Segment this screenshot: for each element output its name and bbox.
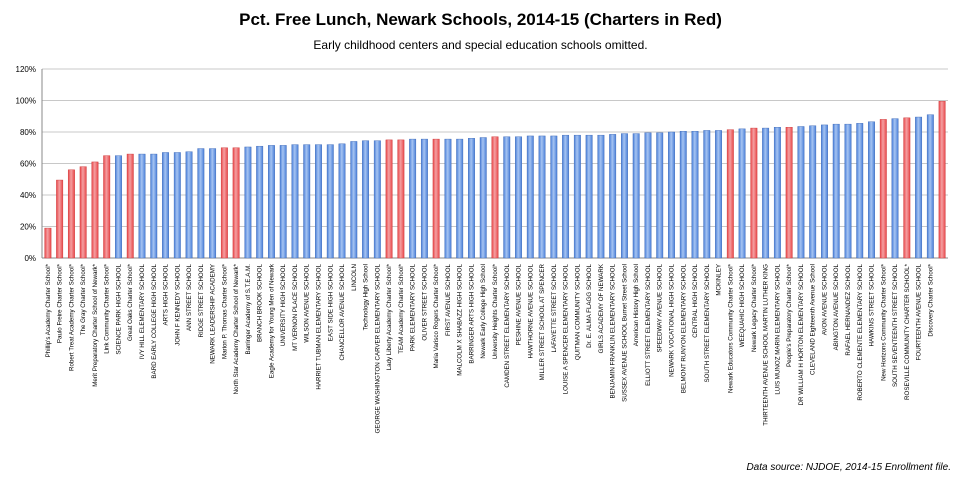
x-tick-label: NEWARK VOCATIONAL HIGH SCHOOL [668, 264, 676, 377]
bar-district [256, 146, 262, 258]
bar-charter [939, 101, 945, 258]
bar-district [504, 137, 510, 258]
bar-charter [103, 156, 109, 258]
bar-district [715, 130, 721, 258]
x-tick-label: JOHN F KENNEDY SCHOOL [174, 264, 182, 346]
x-tick-label: BELMONT RUNYON ELEMENTARY SCHOOL [680, 264, 688, 394]
bar-charter [92, 162, 98, 258]
chart-title: Pct. Free Lunch, Newark Schools, 2014-15 (Charters in Red) [239, 10, 722, 29]
x-tick-label: Phillip's Academy Charter School* [44, 264, 52, 358]
x-tick-label: WEEQUAHIC HIGH SCHOOL [739, 264, 747, 348]
x-tick-label: SOUTH SEVENTEENTH STREET SCHOOL [892, 264, 900, 387]
x-tick-label: HARRIET TUBMAN ELEMENTARY SCHOOL [315, 264, 323, 390]
x-tick-label: ROSEVILLE COMMUNITY CHARTER SCHOOL* [903, 263, 911, 400]
x-tick-label: SUSSEX AVENUE SCHOOL Burnet Street School [621, 264, 629, 402]
x-tick-label: PESHINE AVENUE SCHOOL [515, 264, 523, 346]
x-tick-label: Discovery Charter School* [927, 264, 935, 337]
x-tick-label: MCKINLEY [715, 264, 723, 296]
bar-district [539, 136, 545, 258]
bar-charter [492, 137, 498, 258]
x-tick-label: Barringer Academy of S.T.E.A.M. [244, 264, 252, 355]
x-tick-label: MILLER STREET SCHOOL AT SPENCER [539, 264, 547, 381]
x-tick-label: CENTRAL HIGH SCHOOL [692, 264, 700, 338]
bar-district [351, 141, 357, 258]
bar-district [704, 130, 710, 258]
bar-charter [880, 119, 886, 258]
x-tick-label: LAFAYETTE STREET SCHOOL [550, 264, 558, 353]
bar-district [515, 137, 521, 258]
x-tick-label: BRANCH BROOK SCHOOL [256, 264, 264, 343]
x-tick-label: HAWTHORNE AVENUE SCHOOL [527, 264, 535, 359]
bar-district [162, 152, 168, 258]
y-tick-label: 20% [19, 222, 36, 232]
bar-district [809, 126, 815, 258]
x-tick-label: HAWKINS STREET SCHOOL [868, 264, 876, 347]
bar-district [562, 135, 568, 258]
bar-charter [751, 128, 757, 258]
x-tick-label: LOUISE A SPENCER ELEMENTARY SCHOOL [562, 264, 570, 395]
x-tick-label: LUIS MUNOZ MARIN ELEMENTARY SCHOOL [774, 264, 782, 395]
bar-district [151, 154, 157, 258]
x-tick-label: BARD EARLY COLLEGE HIGH SCHOOL [150, 264, 158, 379]
bar-district [798, 126, 804, 258]
x-tick-label: SOUTH STREET ELEMENTARY SCHOOL [703, 264, 711, 383]
bar-charter [221, 148, 227, 258]
bar-district [115, 156, 121, 258]
x-tick-label: CLEVELAND Eighteenth Avenue School [809, 264, 817, 375]
x-tick-label: SCIENCE PARK HIGH SCHOOL [115, 264, 123, 355]
x-tick-label: LINCOLN [350, 264, 358, 291]
bar-district [186, 152, 192, 258]
y-tick-label: 60% [19, 159, 36, 169]
bar-charter [127, 154, 133, 258]
bar-district [374, 141, 380, 258]
x-tick-label: People's Preparatory Charter School* [786, 264, 794, 367]
x-tick-label: New Horizons Community Charter School* [880, 264, 888, 381]
bar-district [633, 134, 639, 258]
x-tick-label: Technology High School [362, 264, 370, 331]
x-tick-label: MT VERNON PLACE SCHOOL [291, 264, 299, 351]
x-tick-label: MALCOLM X SHABAZZ HIGH SCHOOL [456, 264, 464, 376]
bar-charter [233, 148, 239, 258]
x-tick-label: CAMDEN STREET ELEMENTARY SCHOOL [503, 264, 511, 388]
bar-charter [80, 167, 86, 258]
x-tick-label: The Gray Charter School* [80, 264, 88, 336]
bar-district [421, 139, 427, 258]
x-tick-label: Newark Educators Community Charter School* [727, 264, 735, 393]
bar-district [845, 124, 851, 258]
bar-district [668, 132, 674, 258]
bar-district [857, 123, 863, 258]
bar-district [198, 149, 204, 258]
y-tick-label: 40% [19, 191, 36, 200]
bar-charter [727, 130, 733, 258]
x-tick-label: University Heights Charter School* [492, 264, 499, 360]
x-tick-label: EAST SIDE HIGH SCHOOL [327, 264, 335, 342]
bar-charter [786, 127, 792, 258]
bar-district [739, 129, 745, 258]
y-tick-label: 100% [15, 96, 36, 106]
bar-district [609, 134, 615, 258]
bar-district [304, 145, 310, 258]
bar-district [774, 127, 780, 258]
x-tick-label: Marion P. Thomas Charter School* [221, 264, 229, 360]
bar-district [268, 145, 274, 258]
x-tick-label: Merit Preparatory Charter School of Newark* [91, 264, 99, 387]
bar-district [245, 147, 251, 258]
x-tick-label: BENJAMIN FRANKLIN ELEMENTARY SCHOOL [609, 264, 617, 399]
x-tick-label: American History High School [633, 264, 641, 347]
x-tick-label: THIRTEENTH AVENUE SCHOOL MARTIN LUTHER KING [762, 264, 770, 426]
bar-district [680, 131, 686, 258]
bar-district [833, 124, 839, 258]
bar-district [892, 119, 898, 258]
bar-district [315, 145, 321, 258]
x-tick-label: North Star Academy Charter School of Newark* [233, 264, 241, 395]
y-tick-label: 0% [24, 254, 36, 263]
x-tick-label: WILSON AVENUE SCHOOL [303, 264, 311, 343]
chart-subtitle: Early childhood centers and special education schools omitted. [313, 38, 648, 52]
bar-charter [68, 170, 74, 258]
bar-district [927, 115, 933, 258]
bar-district [292, 145, 298, 258]
bar-district [527, 136, 533, 258]
bar-district [762, 128, 768, 258]
x-tick-label: GIRLS ACADEMY OF NEWARK [597, 264, 605, 354]
data-source-note: Data source: NJDOE, 2014-15 Enrollment file. [746, 462, 951, 473]
x-tick-label: FIRST AVENUE SCHOOL [444, 264, 452, 336]
x-tick-label: TEAM Academy Charter School* [397, 264, 405, 354]
x-tick-label: Link Community Charter School* [103, 264, 111, 354]
bar-charter [904, 118, 910, 258]
x-tick-label: GEORGE WASHINGTON CARVER ELEMENTARY SCHOOL [374, 263, 382, 434]
bar-district [445, 139, 451, 258]
bar-charter [56, 180, 62, 258]
x-tick-label: IVY HILL ELEMENTARY SCHOOL [139, 264, 147, 360]
x-tick-label: PARK ELEMENTARY SCHOOL [409, 264, 417, 352]
x-tick-label: Newark Early College High School [480, 264, 488, 359]
x-tick-label: Paulo Freire Charter School* [56, 264, 64, 344]
bar-district [551, 136, 557, 258]
x-tick-label: ABINGTON AVENUE SCHOOL [833, 264, 841, 351]
bar-district [409, 139, 415, 258]
bar-district [327, 145, 333, 258]
bar-district [915, 117, 921, 258]
x-tick-label: FOURTEENTH AVENUE SCHOOL [915, 264, 923, 361]
bar-district [656, 133, 662, 258]
bar-charter [433, 139, 439, 258]
bar-district [468, 138, 474, 258]
bar-district [821, 125, 827, 258]
bar-charter [386, 140, 392, 258]
x-tick-label: ANN STREET SCHOOL [186, 264, 194, 331]
x-tick-label: RIDGE STREET SCHOOL [197, 264, 205, 338]
x-tick-label: RAFAEL HERNANDEZ SCHOOL [844, 264, 852, 356]
bar-district [339, 144, 345, 258]
x-tick-label: QUITMAN COMMUNITY SCHOOL [574, 264, 582, 361]
x-tick-label: OLIVER STREET SCHOOL [421, 264, 429, 341]
bar-charter [398, 140, 404, 258]
bar-district [209, 149, 215, 258]
x-tick-label: NEWARK LEADERSHIP ACADEMY [209, 264, 217, 364]
x-tick-label: ARTS HIGH SCHOOL [162, 264, 170, 326]
bar-district [574, 135, 580, 258]
x-tick-label: Dr. E. ALMA FLAGG SCHOOL [586, 264, 594, 348]
bar-district [456, 139, 462, 258]
x-tick-label: SPEEDWAY AVENUE SCHOOL [656, 264, 664, 353]
bar-district [480, 138, 486, 258]
x-tick-label: AVON AVENUE SCHOOL [821, 264, 829, 336]
bar-charter [45, 228, 51, 258]
bar-district [139, 154, 145, 258]
bar-district [586, 135, 592, 258]
x-tick-label: ELLIOTT STREET ELEMENTARY SCHOOL [644, 264, 652, 386]
x-tick-label: BARRINGER ARTS HIGH SCHOOL [468, 264, 476, 364]
bar-district [280, 145, 286, 258]
x-tick-label: Newark Legacy Charter School* [750, 264, 758, 353]
x-tick-label: Eagle Academy for Young Men of Newark [268, 264, 276, 379]
x-tick-label: CHANCELLOR AVENUE SCHOOL [339, 264, 347, 361]
x-tick-label: Great Oaks Charter School* [127, 264, 135, 342]
x-tick-label: ROBERTO CLEMENTE ELEMENTARY SCHOOL [856, 264, 864, 401]
bar-district [174, 152, 180, 258]
bar-district [692, 131, 698, 258]
x-tick-label: UNIVERSITY HIGH SCHOOL [280, 264, 288, 347]
bar-district [645, 133, 651, 258]
x-tick-label: DR WILLIAM H HORTON ELEMENTARY SCHOOL [797, 264, 805, 406]
y-tick-label: 120% [15, 65, 36, 74]
bar-district [621, 134, 627, 258]
x-tick-label: Lady Liberty Academy Charter School* [386, 264, 394, 371]
y-tick-label: 80% [19, 128, 36, 137]
bar-district [868, 122, 874, 258]
x-tick-label: Robert Treat Academy Charter School* [68, 264, 76, 371]
x-tick-label: Maria Varisco Rogers Charter School* [433, 264, 441, 369]
bar-district [598, 135, 604, 258]
bar-district [362, 141, 368, 258]
